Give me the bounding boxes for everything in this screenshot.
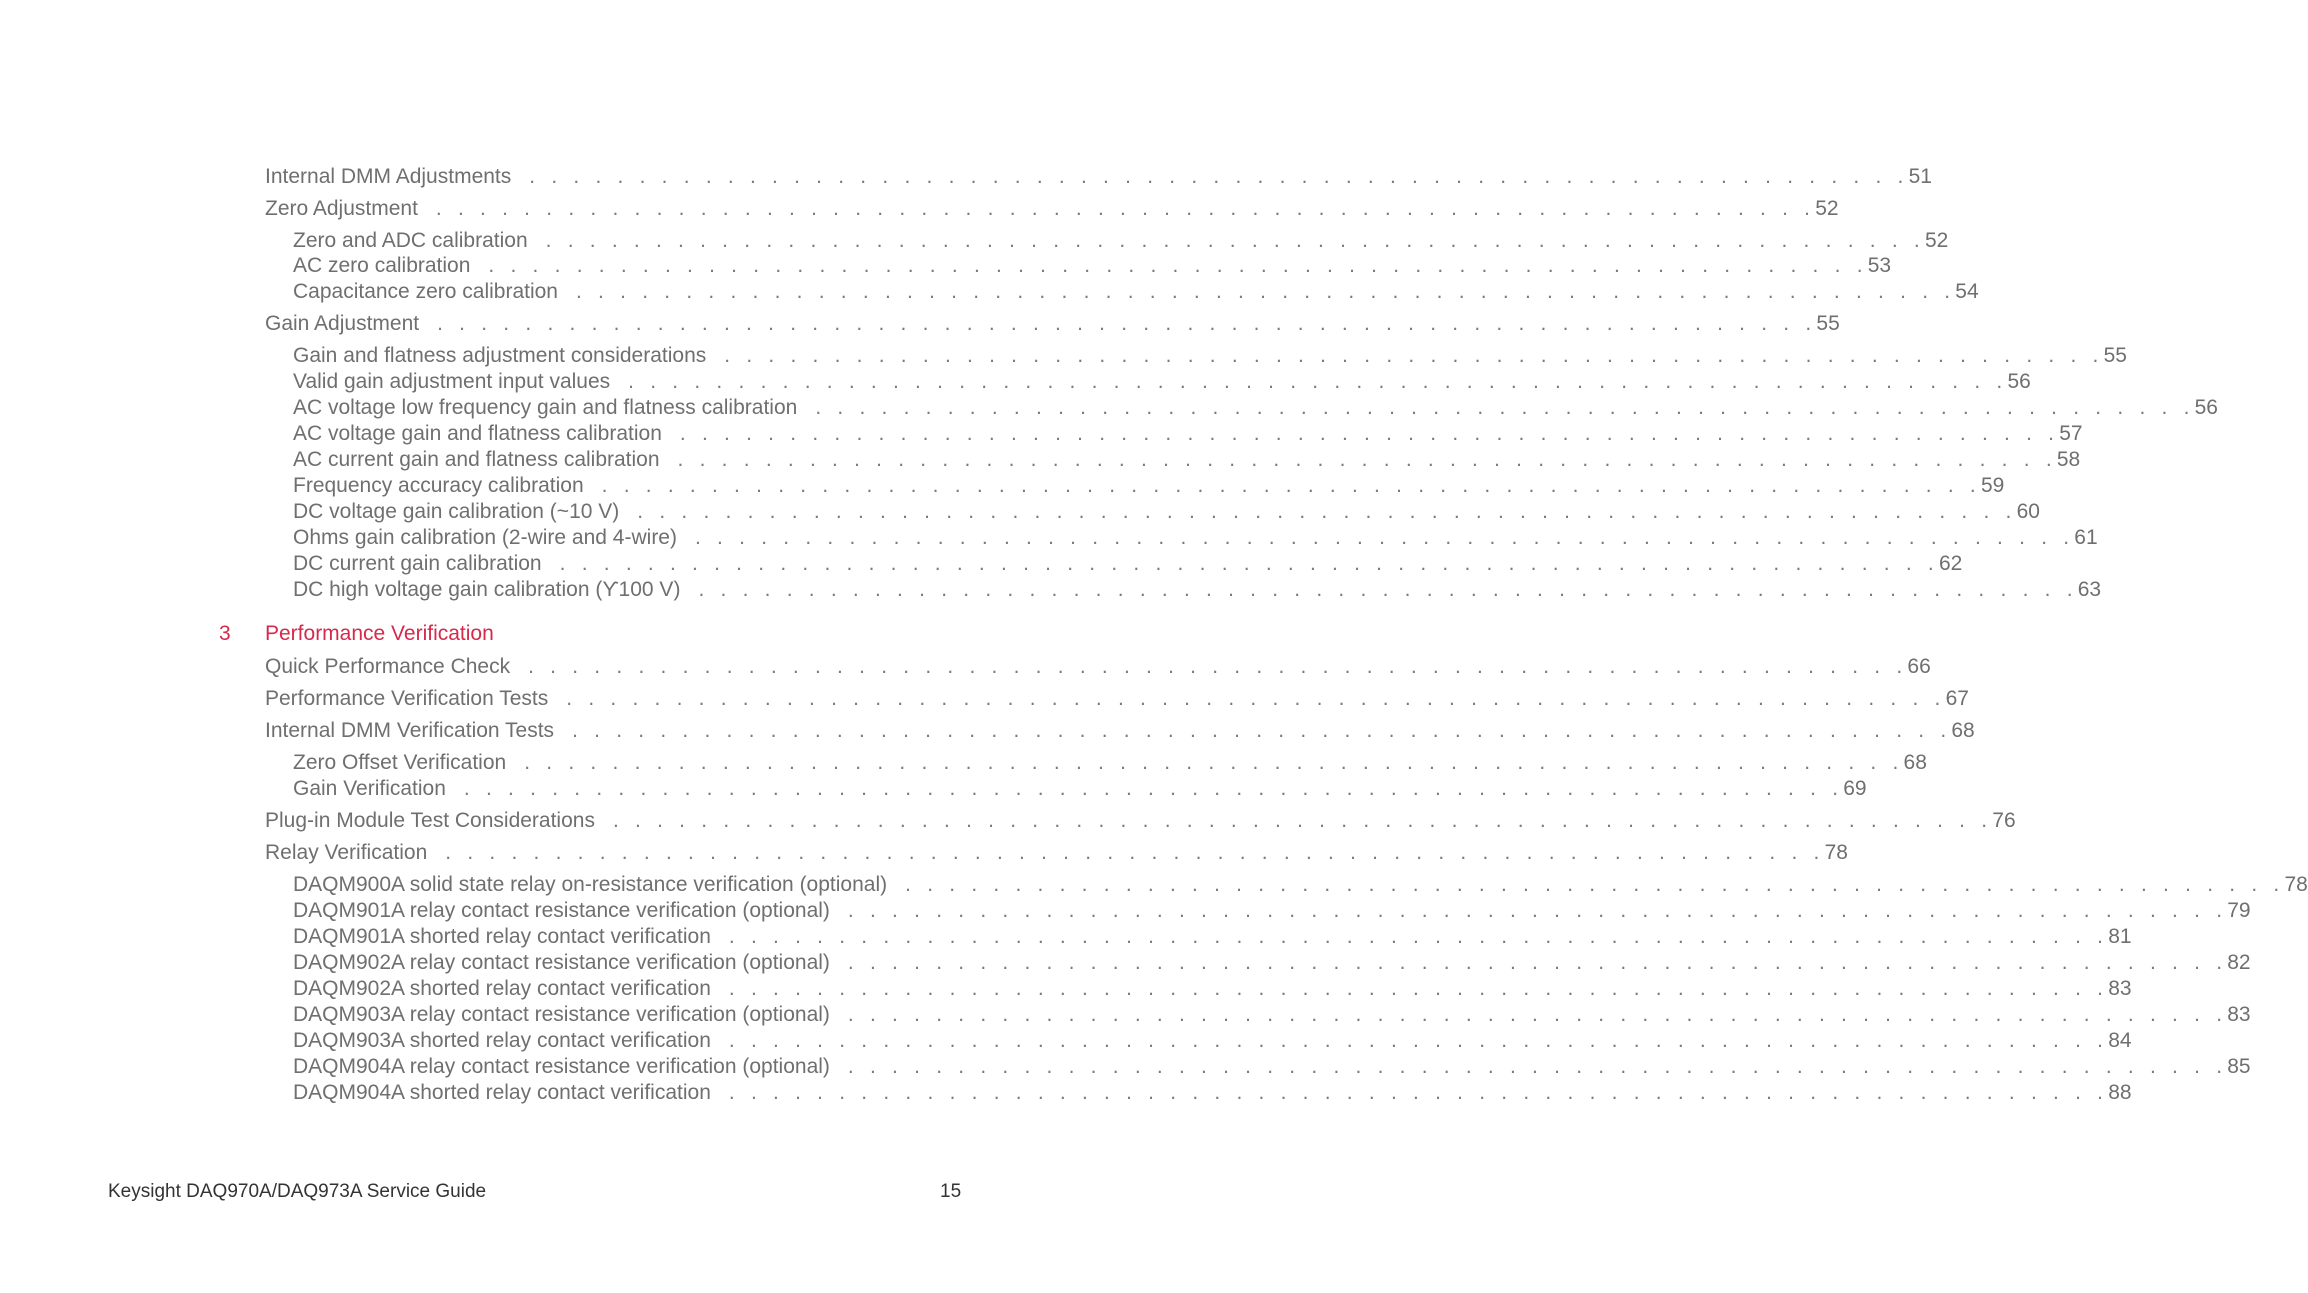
toc-subentry[interactable] <box>293 950 2251 976</box>
toc-entry-page: 60 <box>2016 500 2040 523</box>
toc-leader-dots: . . . . . . . . . . . . . . . . . . . . . . . . . . . . . . . . . . . . . . . . . . . . . . . . . . . . . . . . . . . . . . . <box>572 719 1952 742</box>
toc-entry-page: 69 <box>1843 777 1867 800</box>
toc-subentry[interactable] <box>293 228 1949 254</box>
toc-entry[interactable] <box>265 718 1975 744</box>
toc-entry-page: 76 <box>1992 809 2016 832</box>
toc-subentry[interactable] <box>293 343 2127 369</box>
chapter-number: 3 <box>219 622 231 645</box>
toc-entry[interactable] <box>265 686 1969 712</box>
toc-entry-page: 52 <box>1815 197 1839 220</box>
toc-leader-dots: . . . . . . . . . . . . . . . . . . . . . . . . . . . . . . . . . . . . . . . . . . . . . . . . . . . . . . . . . . . . . . . <box>559 552 1939 575</box>
toc-leader-dots: . . . . . . . . . . . . . . . . . . . . . . . . . . . . . . . . . . . . . . . . . . . . . . . . . . . . . . . . . . . . . . . <box>445 841 1825 864</box>
toc-entry-label: DC voltage gain calibration (~10 V) <box>293 500 620 523</box>
toc-entry-label: Ohms gain calibration (2-wire and 4-wire) <box>293 526 677 549</box>
toc-leader-dots: . . . . . . . . . . . . . . . . . . . . . . . . . . . . . . . . . . . . . . . . . . . . . . . . . . . . . . . . . . . . . . . <box>847 899 2228 922</box>
toc-entry-label: Gain Adjustment <box>265 312 420 335</box>
toc-entry-label: Capacitance zero calibration <box>293 280 558 303</box>
toc-subentry[interactable] <box>293 1080 2132 1106</box>
toc-subentry[interactable] <box>293 898 2251 924</box>
toc-entry-label: Zero Offset Verification <box>293 751 507 774</box>
toc-entry-label: Gain and flatness adjustment considerations <box>293 344 707 367</box>
toc-entry-label: DAQM901A shorted relay contact verification <box>293 925 711 948</box>
toc-entry-label: DAQM904A relay contact resistance verification (optional) <box>293 1055 830 1078</box>
toc-leader-dots: . . . . . . . . . . . . . . . . . . . . . . . . . . . . . . . . . . . . . . . . . . . . . . . . . . . . . . . . . . . . . . . <box>847 951 2228 974</box>
toc-subentry[interactable] <box>293 872 2308 898</box>
toc-subentry[interactable] <box>293 499 2040 525</box>
toc-leader-dots: . . . . . . . . . . . . . . . . . . . . . . . . . . . . . . . . . . . . . . . . . . . . . . . . . . . . . . . . . . . . . . . <box>601 474 1981 497</box>
toc-entry-page: 63 <box>2077 578 2102 601</box>
toc-entry-page: 52 <box>1924 229 1949 252</box>
footer-page-number: 15 <box>940 1181 962 1202</box>
toc-subentry[interactable] <box>293 395 2218 421</box>
toc-leader-dots: . . . . . . . . . . . . . . . . . . . . . . . . . . . . . . . . . . . . . . . . . . . . . . . . . . . . . . . . . . . . . . . <box>728 925 2109 948</box>
toc-entry-page: 67 <box>1945 687 1969 710</box>
toc-entry-page: 85 <box>2227 1055 2251 1078</box>
toc-leader-dots: . . . . . . . . . . . . . . . . . . . . . . . . . . . . . . . . . . . . . . . . . . . . . . . . . . . . . . . . . . . . . . . <box>435 197 1816 220</box>
toc-leader-dots: . . . . . . . . . . . . . . . . . . . . . . . . . . . . . . . . . . . . . . . . . . . . . . . . . . . . . . . . . . . . . . . <box>628 370 2008 393</box>
toc-entry-page: 55 <box>1816 312 1840 335</box>
toc-entry-label: Internal DMM Adjustments <box>265 165 512 188</box>
footer-document-title: Keysight DAQ970A/DAQ973A Service Guide <box>108 1181 487 1202</box>
toc-entry-page: 88 <box>2108 1081 2132 1104</box>
toc-leader-dots: . . . . . . . . . . . . . . . . . . . . . . . . . . . . . . . . . . . . . . . . . . . . . . . . . . . . . . . . . . . . . . . <box>847 1055 2228 1078</box>
toc-entry-label: Zero and ADC calibration <box>293 229 528 252</box>
toc-entry-page: 68 <box>1903 751 1927 774</box>
toc-leader-dots: . . . . . . . . . . . . . . . . . . . . . . . . . . . . . . . . . . . . . . . . . . . . . . . . . . . . . . . . . . . . . . . <box>694 526 2075 549</box>
toc-entry-page: 54 <box>1955 280 1979 303</box>
toc-entry-label: DAQM903A relay contact resistance verification (optional) <box>293 1003 830 1026</box>
toc-subentry[interactable] <box>293 924 2132 950</box>
toc-entry-page: 68 <box>1951 719 1975 742</box>
toc-subentry[interactable] <box>293 473 2005 499</box>
toc-entry-page: 66 <box>1907 655 1931 678</box>
toc-leader-dots: . . . . . . . . . . . . . . . . . . . . . . . . . . . . . . . . . . . . . . . . . . . . . . . . . . . . . . . . . . . . . . . <box>724 344 2104 367</box>
toc-entry-page: 55 <box>2103 344 2127 367</box>
toc-entry[interactable] <box>265 808 2016 834</box>
toc-leader-dots: . . . . . . . . . . . . . . . . . . . . . . . . . . . . . . . . . . . . . . . . . . . . . . . . . . . . . . . . . . . . . . . <box>847 1003 2228 1026</box>
toc-entry-label: Relay Verification <box>265 841 428 864</box>
toc-leader-dots: . . . . . . . . . . . . . . . . . . . . . . . . . . . . . . . . . . . . . . . . . . . . . . . . . . . . . . . . . . . . . . . <box>612 809 1993 832</box>
toc-entry-label: Valid gain adjustment input values <box>293 370 611 393</box>
toc-leader-dots: . . . . . . . . . . . . . . . . . . . . . . . . . . . . . . . . . . . . . . . . . . . . . . . . . . . . . . . . . . . . . . . <box>815 396 2195 419</box>
toc-entry[interactable] <box>265 164 1932 190</box>
toc-subentry[interactable] <box>293 369 2031 395</box>
toc-entry-label: DC current gain calibration <box>293 552 542 575</box>
toc-leader-dots: . . . . . . . . . . . . . . . . . . . . . . . . . . . . . . . . . . . . . . . . . . . . . . . . . . . . . . . . . . . . . . . <box>677 448 2057 471</box>
toc-subentry[interactable] <box>293 551 1963 577</box>
toc-entry-label: DAQM901A relay contact resistance verification (optional) <box>293 899 830 922</box>
chapter-title: Performance Verification <box>265 622 494 645</box>
toc-subentry[interactable] <box>293 253 1892 279</box>
toc-subentry[interactable] <box>293 1054 2251 1080</box>
toc-entry-label: DAQM902A relay contact resistance verification (optional) <box>293 951 830 974</box>
toc-entry-label: Frequency accuracy calibration <box>293 474 584 497</box>
toc-entry-label: Performance Verification Tests <box>265 687 549 710</box>
toc-entry-page: 81 <box>2108 925 2132 948</box>
toc-leader-dots: . . . . . . . . . . . . . . . . . . . . . . . . . . . . . . . . . . . . . . . . . . . . . . . . . . . . . . . . . . . . . . . <box>637 500 2017 523</box>
toc-leader-dots: . . . . . . . . . . . . . . . . . . . . . . . . . . . . . . . . . . . . . . . . . . . . . . . . . . . . . . . . . . . . . . . <box>728 977 2109 1000</box>
toc-entry-label: AC voltage low frequency gain and flatness calibration <box>293 396 798 419</box>
toc-entry-label: Plug-in Module Test Considerations <box>265 809 595 832</box>
toc-leader-dots: . . . . . . . . . . . . . . . . . . . . . . . . . . . . . . . . . . . . . . . . . . . . . . . . . . . . . . . . . . . . . . . <box>728 1029 2109 1052</box>
toc-entry[interactable] <box>265 654 1931 680</box>
toc-subentry[interactable] <box>293 976 2132 1002</box>
toc-entry-page: 84 <box>2108 1029 2132 1052</box>
toc-entry-label: Quick Performance Check <box>265 655 511 678</box>
toc-leader-dots: . . . . . . . . . . . . . . . . . . . . . . . . . . . . . . . . . . . . . . . . . . . . . . . . . . . . . . . . . . . . . . . <box>566 687 1946 710</box>
toc-entry-label: DC high voltage gain calibration (ϒ100 V) <box>293 578 681 601</box>
toc-entry-page: 53 <box>1867 254 1892 277</box>
toc-subentry[interactable] <box>293 750 1927 776</box>
toc-entry-page: 78 <box>2284 873 2308 896</box>
toc-entry-page: 78 <box>1824 841 1848 864</box>
toc-entry-page: 83 <box>2227 1003 2251 1026</box>
toc-leader-dots: . . . . . . . . . . . . . . . . . . . . . . . . . . . . . . . . . . . . . . . . . . . . . . . . . . . . . . . . . . . . . . . <box>528 655 1908 678</box>
toc-entry[interactable] <box>265 196 1839 222</box>
toc-subentry[interactable] <box>293 447 2081 473</box>
toc-entry-label: Internal DMM Verification Tests <box>265 719 555 742</box>
toc-leader-dots: . . . . . . . . . . . . . . . . . . . . . . . . . . . . . . . . . . . . . . . . . . . . . . . . . . . . . . . . . . . . . . . <box>575 280 1956 303</box>
toc-subentry[interactable] <box>293 279 1979 305</box>
toc-leader-dots: . . . . . . . . . . . . . . . . . . . . . . . . . . . . . . . . . . . . . . . . . . . . . . . . . . . . . . . . . . . . . . . <box>524 751 1904 774</box>
toc-entry-page: 58 <box>2056 448 2081 471</box>
toc-entry[interactable] <box>265 840 1848 866</box>
toc-entry-label: DAQM900A solid state relay on-resistance verification (optional) <box>293 873 888 896</box>
chapter-heading[interactable] <box>219 621 962 647</box>
toc-leader-dots: . . . . . . . . . . . . . . . . . . . . . . . . . . . . . . . . . . . . . . . . . . . . . . . . . . . . . . . . . . . . . . . <box>905 873 2285 896</box>
toc-entry[interactable] <box>265 311 1840 337</box>
toc-entry-label: AC zero calibration <box>293 254 471 277</box>
toc-entry-page: 62 <box>1938 552 1963 575</box>
toc-entry-page: 59 <box>1980 474 2005 497</box>
toc-subentry[interactable] <box>293 525 2098 551</box>
toc-leader-dots: . . . . . . . . . . . . . . . . . . . . . . . . . . . . . . . . . . . . . . . . . . . . . . . . . . . . . . . . . . . . . . . <box>488 254 1868 277</box>
toc-entry-label: DAQM904A shorted relay contact verification <box>293 1081 711 1104</box>
toc-leader-dots: . . . . . . . . . . . . . . . . . . . . . . . . . . . . . . . . . . . . . . . . . . . . . . . . . . . . . . . . . . . . . . . <box>679 422 2060 445</box>
toc-entry-page: 56 <box>2007 370 2031 393</box>
toc-entry-label: Zero Adjustment <box>265 197 418 220</box>
toc-leader-dots: . . . . . . . . . . . . . . . . . . . . . . . . . . . . . . . . . . . . . . . . . . . . . . . . . . . . . . . . . . . . . . . <box>728 1081 2109 1104</box>
toc-leader-dots: . . . . . . . . . . . . . . . . . . . . . . . . . . . . . . . . . . . . . . . . . . . . . . . . . . . . . . . . . . . . . . . <box>437 312 1817 335</box>
toc-entry-page: 57 <box>2059 422 2083 445</box>
toc-entry-label: DAQM903A shorted relay contact verification <box>293 1029 711 1052</box>
toc-subentry[interactable] <box>293 421 2083 447</box>
toc-leader-dots: . . . . . . . . . . . . . . . . . . . . . . . . . . . . . . . . . . . . . . . . . . . . . . . . . . . . . . . . . . . . . . . <box>545 229 1925 252</box>
toc-subentry[interactable] <box>293 577 2102 603</box>
toc-entry-page: 56 <box>2194 396 2218 419</box>
toc-subentry[interactable] <box>293 776 1867 802</box>
toc-entry-label: Gain Verification <box>293 777 446 800</box>
toc-leader-dots: . . . . . . . . . . . . . . . . . . . . . . . . . . . . . . . . . . . . . . . . . . . . . . . . . . . . . . . . . . . . . . . <box>698 578 2078 601</box>
toc-entry-page: 51 <box>1908 165 1932 188</box>
toc-entry-label: AC voltage gain and flatness calibration <box>293 422 662 445</box>
toc-entry-label: DAQM902A shorted relay contact verification <box>293 977 711 1000</box>
toc-leader-dots: . . . . . . . . . . . . . . . . . . . . . . . . . . . . . . . . . . . . . . . . . . . . . . . . . . . . . . . . . . . . . . . <box>529 165 1909 188</box>
toc-subentry[interactable] <box>293 1028 2132 1054</box>
toc-entry-page: 79 <box>2227 899 2251 922</box>
toc-leader-dots: . . . . . . . . . . . . . . . . . . . . . . . . . . . . . . . . . . . . . . . . . . . . . . . . . . . . . . . . . . . . . . . <box>463 777 1844 800</box>
toc-entry-page: 83 <box>2108 977 2132 1000</box>
toc-entry-page: 82 <box>2227 951 2251 974</box>
toc-entry-page: 61 <box>2074 526 2098 549</box>
toc-entry-label: AC current gain and flatness calibration <box>293 448 660 471</box>
toc-subentry[interactable] <box>293 1002 2251 1028</box>
